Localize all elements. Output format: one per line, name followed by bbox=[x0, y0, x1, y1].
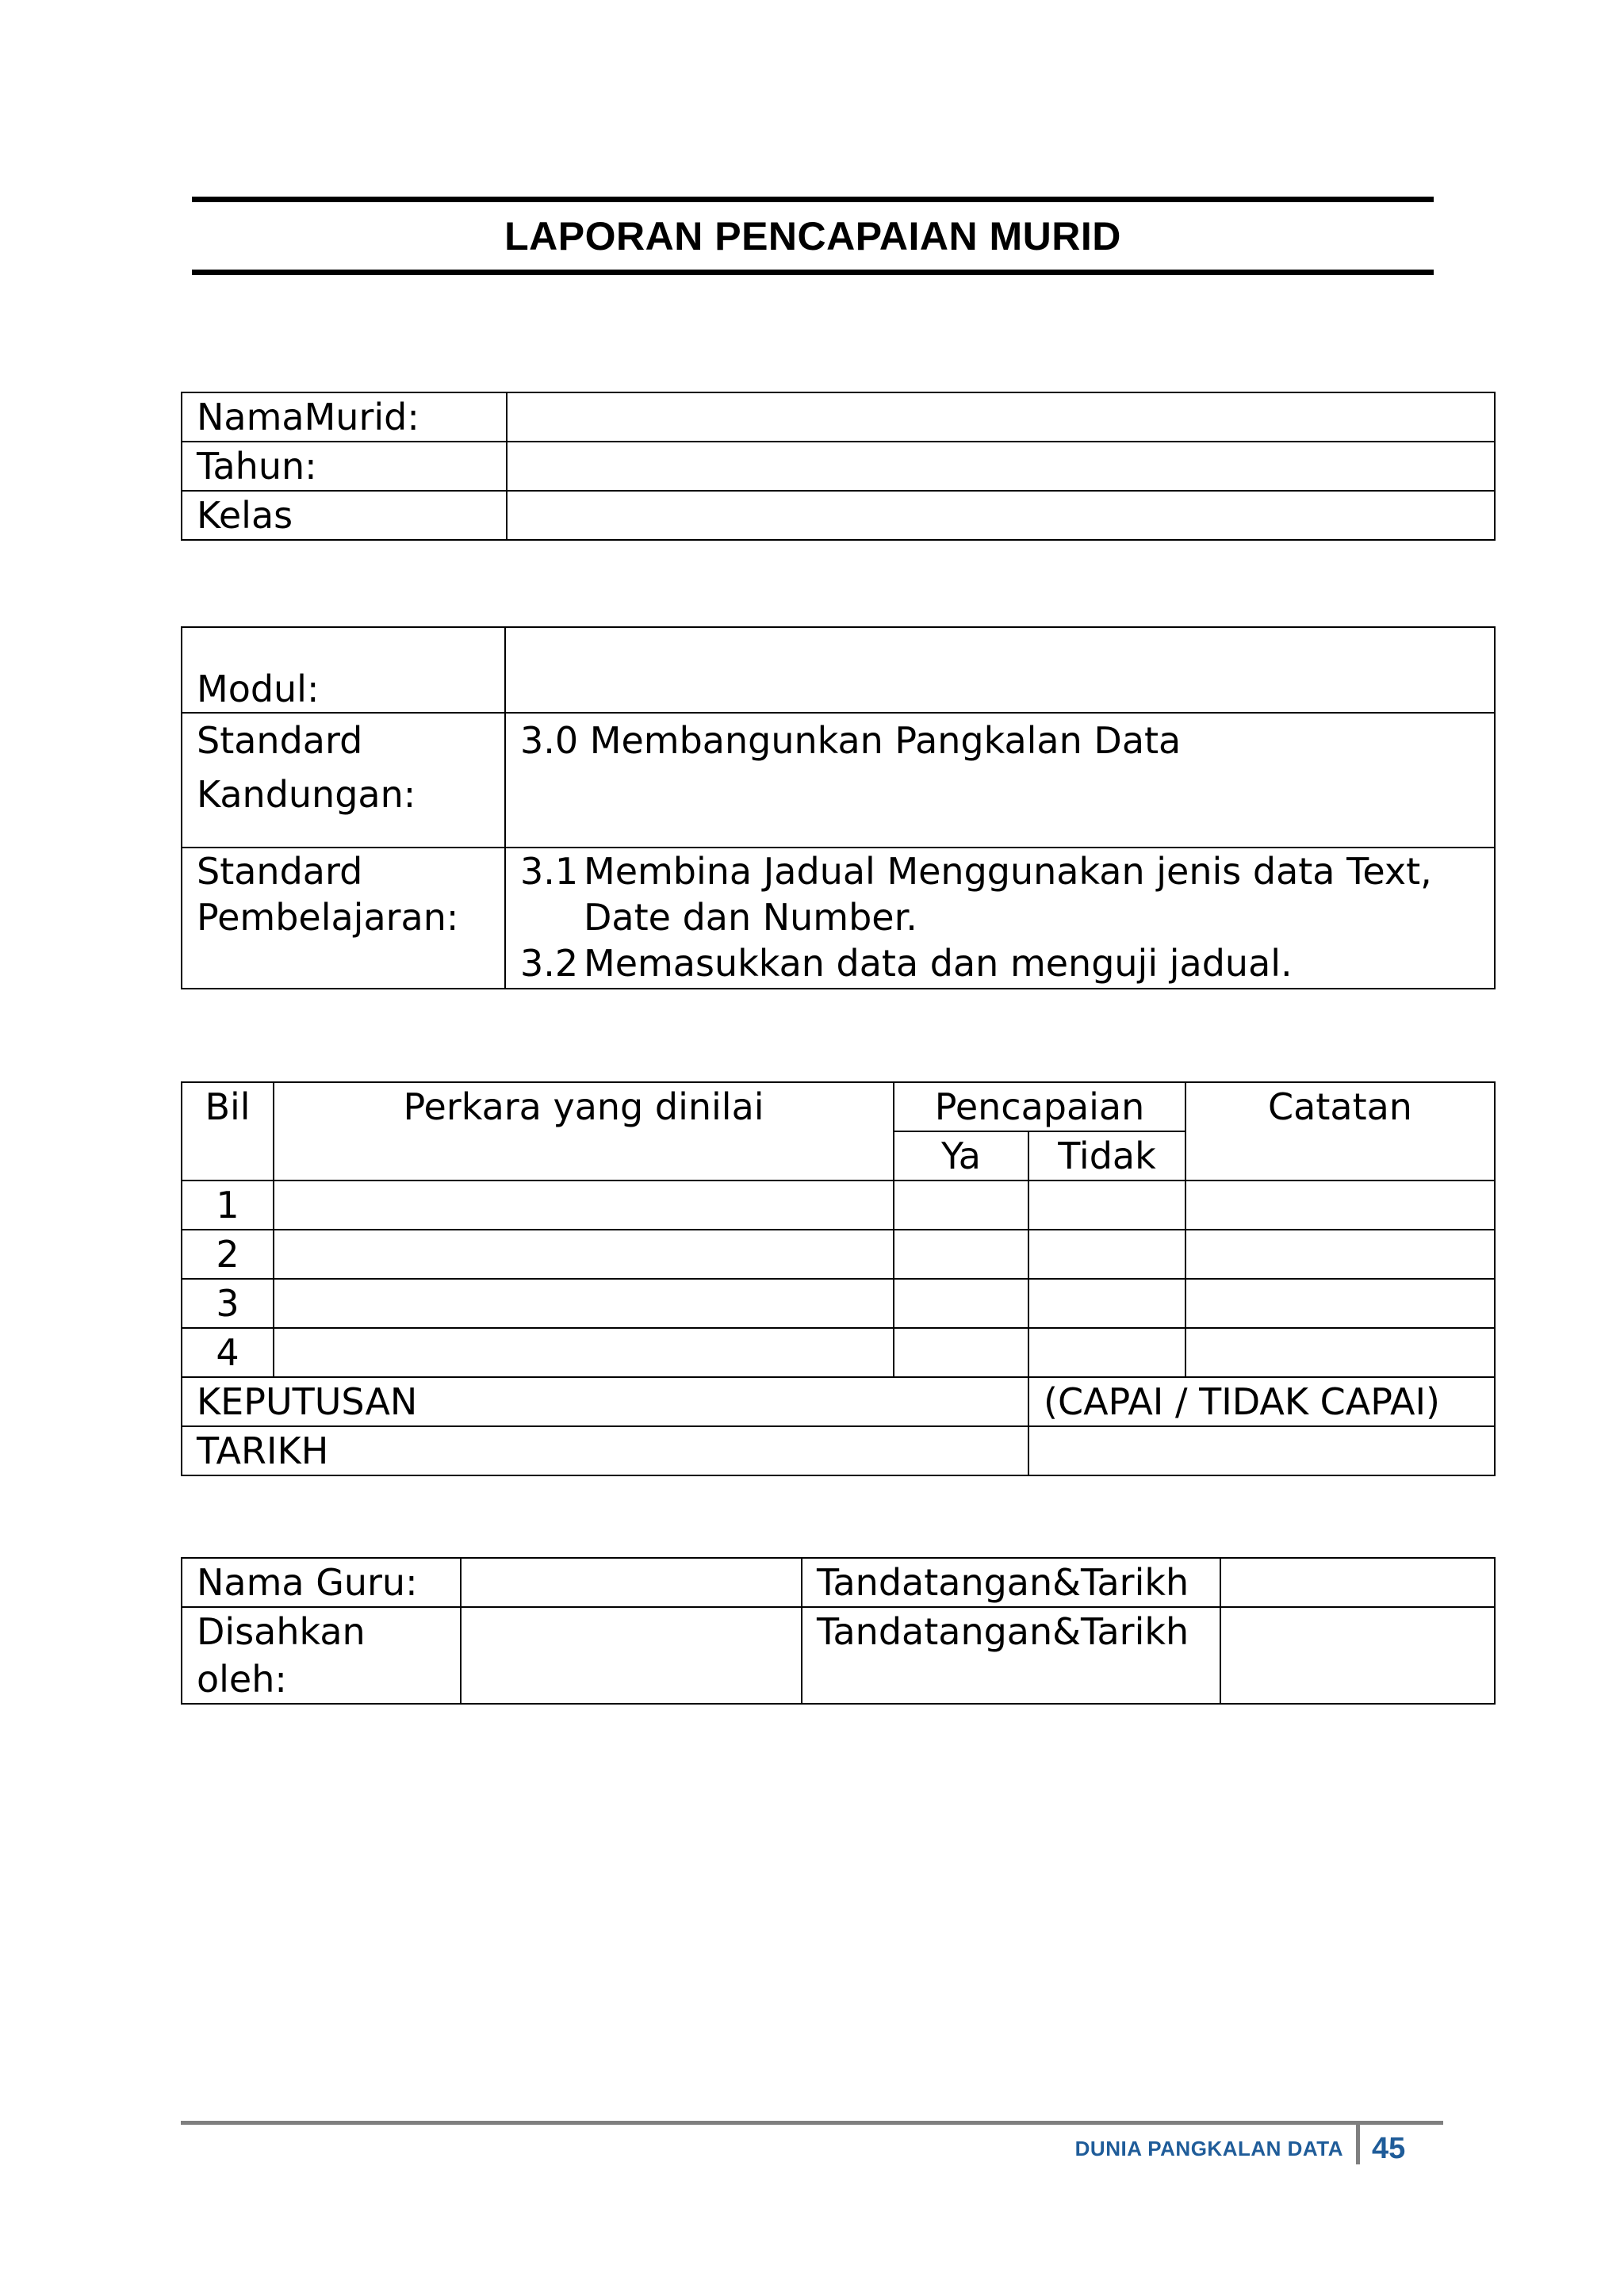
decision-label: KEPUTUSAN bbox=[182, 1377, 1028, 1426]
date-field[interactable] bbox=[1028, 1426, 1495, 1475]
title-rule-bottom bbox=[192, 270, 1434, 275]
learning-standard-number: 3.1 bbox=[520, 850, 579, 893]
student-year-label: Tahun: bbox=[182, 442, 507, 491]
row-number: 1 bbox=[182, 1181, 274, 1230]
module-label: Modul: bbox=[182, 627, 505, 713]
page-number: 45 bbox=[1372, 2132, 1406, 2165]
col-header-notes: Catatan bbox=[1185, 1082, 1495, 1181]
learning-standard-text: Memasukkan data dan menguji jadual. bbox=[584, 942, 1293, 985]
teacher-name-field[interactable] bbox=[461, 1558, 802, 1607]
assessment-row bbox=[182, 1279, 1495, 1328]
col-header-achievement: Pencapaian bbox=[894, 1082, 1185, 1131]
module-table bbox=[181, 626, 1496, 989]
decision-row bbox=[182, 1377, 1495, 1426]
content-standard-value: 3.0 Membangunkan Pangkalan Data bbox=[505, 713, 1495, 848]
student-name-field[interactable] bbox=[507, 392, 1495, 442]
teacher-name-row bbox=[182, 1558, 1495, 1607]
col-header-bil: Bil bbox=[182, 1082, 274, 1181]
yes-cell[interactable] bbox=[894, 1181, 1028, 1230]
assessment-row bbox=[182, 1230, 1495, 1279]
student-year-field[interactable] bbox=[507, 442, 1495, 491]
footer-separator bbox=[1356, 2125, 1360, 2164]
item-cell[interactable] bbox=[274, 1279, 894, 1328]
assessment-row bbox=[182, 1181, 1495, 1230]
student-class-label: Kelas bbox=[182, 491, 507, 540]
col-header-no: Tidak bbox=[1028, 1131, 1185, 1181]
verified-by-field[interactable] bbox=[461, 1607, 802, 1704]
student-info-table bbox=[181, 392, 1496, 541]
module-field[interactable] bbox=[505, 627, 1495, 713]
notes-cell[interactable] bbox=[1185, 1279, 1495, 1328]
module-row bbox=[182, 627, 1495, 713]
teacher-table bbox=[181, 1557, 1496, 1705]
notes-cell[interactable] bbox=[1185, 1328, 1495, 1377]
student-year-row bbox=[182, 442, 1495, 491]
yes-cell[interactable] bbox=[894, 1230, 1028, 1279]
learning-standard-item bbox=[520, 848, 1480, 940]
signature-field[interactable] bbox=[1220, 1607, 1495, 1704]
footer-rule bbox=[181, 2121, 1443, 2125]
item-cell[interactable] bbox=[274, 1181, 894, 1230]
verified-by-row bbox=[182, 1607, 1495, 1704]
item-cell[interactable] bbox=[274, 1328, 894, 1377]
no-cell[interactable] bbox=[1028, 1181, 1185, 1230]
no-cell[interactable] bbox=[1028, 1279, 1185, 1328]
verified-by-label: Disahkan oleh: bbox=[182, 1607, 461, 1704]
row-number: 3 bbox=[182, 1279, 274, 1328]
no-cell[interactable] bbox=[1028, 1328, 1185, 1377]
content-standard-row bbox=[182, 713, 1495, 848]
yes-cell[interactable] bbox=[894, 1279, 1028, 1328]
item-cell[interactable] bbox=[274, 1230, 894, 1279]
footer-label: DUNIA PANGKALAN DATA bbox=[1074, 2137, 1343, 2160]
student-class-row bbox=[182, 491, 1495, 540]
assessment-row bbox=[182, 1328, 1495, 1377]
notes-cell[interactable] bbox=[1185, 1181, 1495, 1230]
signature-field[interactable] bbox=[1220, 1558, 1495, 1607]
decision-value[interactable]: (CAPAI / TIDAK CAPAI) bbox=[1028, 1377, 1495, 1426]
title-rule-top bbox=[192, 197, 1434, 202]
assessment-header-row bbox=[182, 1082, 1495, 1131]
teacher-name-label: Nama Guru: bbox=[182, 1558, 461, 1607]
date-row bbox=[182, 1426, 1495, 1475]
col-header-item: Perkara yang dinilai bbox=[274, 1082, 894, 1181]
learning-standard-list bbox=[505, 848, 1495, 989]
student-name-label: NamaMurid: bbox=[182, 392, 507, 442]
page-title: LAPORAN PENCAPAIAN MURID bbox=[504, 214, 1121, 258]
content-standard-label: Standard Kandungan: bbox=[182, 713, 505, 848]
yes-cell[interactable] bbox=[894, 1328, 1028, 1377]
col-header-yes: Ya bbox=[894, 1131, 1028, 1181]
assessment-table bbox=[181, 1081, 1496, 1476]
signature-label: Tandatangan&Tarikh bbox=[802, 1558, 1220, 1607]
learning-standard-number: 3.2 bbox=[520, 942, 579, 985]
learning-standard-label: Standard Pembelajaran: bbox=[182, 848, 505, 989]
row-number: 4 bbox=[182, 1328, 274, 1377]
signature-label: Tandatangan&Tarikh bbox=[802, 1607, 1220, 1704]
learning-standard-item bbox=[520, 940, 1480, 986]
student-class-field[interactable] bbox=[507, 491, 1495, 540]
date-label: TARIKH bbox=[182, 1426, 1028, 1475]
learning-standard-text: Membina Jadual Menggunakan jenis data Text, Date dan Number. bbox=[584, 850, 1432, 939]
learning-standard-row bbox=[182, 848, 1495, 989]
row-number: 2 bbox=[182, 1230, 274, 1279]
notes-cell[interactable] bbox=[1185, 1230, 1495, 1279]
no-cell[interactable] bbox=[1028, 1230, 1185, 1279]
student-name-row bbox=[182, 392, 1495, 442]
